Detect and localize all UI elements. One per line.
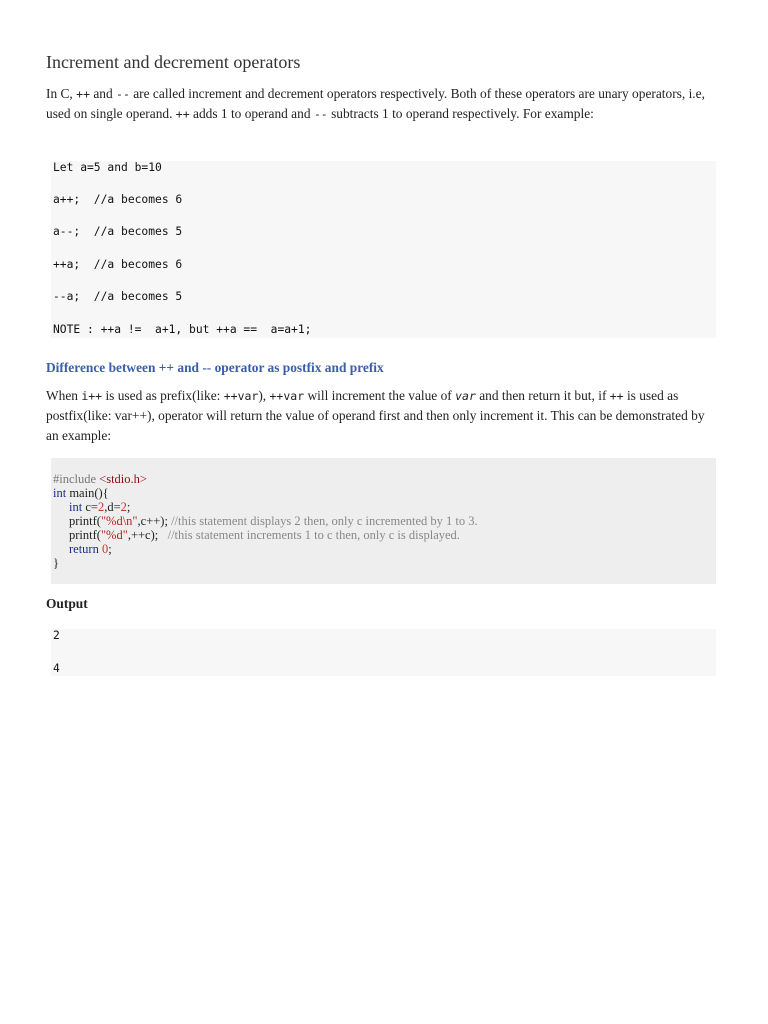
code-token: "%d" <box>100 528 128 542</box>
code-comment: //this statement displays 2 then, only c incremented by 1 to 3. <box>171 514 478 528</box>
inline-code: i++ <box>81 389 103 403</box>
code-token: printf( <box>69 528 101 542</box>
code-line: NOTE : ++a != a+1, but ++a == a=a+1; <box>53 323 312 336</box>
code-token: ,++c); <box>127 528 168 542</box>
intro-text: subtracts 1 to operand respectively. For example: <box>327 106 594 121</box>
code-line: a--; //a becomes 5 <box>53 225 183 238</box>
example-code-block <box>51 161 716 338</box>
code-token: "%d\n" <box>100 514 138 528</box>
code-token: 2 <box>120 500 127 514</box>
code-token: printf( <box>69 514 101 528</box>
intro-text: adds 1 to operand and <box>189 106 314 121</box>
code-line-printf2 <box>69 528 460 542</box>
code-line-close: } <box>53 556 59 570</box>
code-token: #include <box>53 472 100 486</box>
code-line-decl <box>69 500 130 514</box>
code-token: ,c++); <box>137 514 172 528</box>
code-token: ; <box>108 542 112 556</box>
output-line: 4 <box>53 662 60 675</box>
section-heading: Difference between ++ and -- operator as postfix and prefix <box>46 360 384 375</box>
page-title: Increment and decrement operators <box>46 52 301 72</box>
para-text: ), <box>258 388 270 403</box>
output-code-block <box>51 629 716 676</box>
para-text: is used as prefix(like: <box>102 388 224 403</box>
intro-paragraph <box>46 84 711 124</box>
output-line: 2 <box>53 629 60 642</box>
output-heading: Output <box>46 596 88 611</box>
inline-code: -- <box>313 107 328 121</box>
code-token: 2 <box>97 500 105 514</box>
para-text: will increment the value of <box>304 388 456 403</box>
inline-code: ++ <box>175 107 190 121</box>
code-token: c= <box>82 500 98 514</box>
code-token: return <box>69 542 99 556</box>
inline-code: ++ <box>76 87 90 101</box>
code-line: Let a=5 and b=10 <box>53 161 162 174</box>
inline-code: var <box>455 389 476 403</box>
inline-code: ++var <box>223 389 259 403</box>
code-token: main(){ <box>66 486 109 500</box>
code-token: ; <box>126 500 131 514</box>
intro-text: and <box>90 86 117 101</box>
code-line-main <box>53 486 109 500</box>
program-code-block <box>51 458 716 584</box>
code-line-include <box>53 472 147 486</box>
code-line: ++a; //a becomes 6 <box>53 258 183 271</box>
code-token: int <box>69 500 83 514</box>
code-line-printf1 <box>69 514 478 528</box>
para-text: and then return it but, if <box>475 388 610 403</box>
inline-code: -- <box>116 87 130 101</box>
code-token: <stdio.h> <box>99 472 147 486</box>
code-token: 0 <box>101 542 109 556</box>
intro-text: are called increment and decrement operators respectively. Both of these operators are unary operators, i.e, used on single operand. <box>46 86 705 121</box>
para-text: is used as postfix(like: var++), operator will return the value of operand first and then only increment it. This can be demonstrated by an example: <box>46 388 705 443</box>
code-line-return <box>69 542 112 556</box>
code-comment: //this statement increments 1 to c then, only c is displayed. <box>167 528 460 542</box>
intro-text: In C, <box>46 86 77 101</box>
code-token: ,d= <box>104 500 121 514</box>
inline-code: ++ <box>609 389 624 403</box>
code-line: a++; //a becomes 6 <box>53 193 183 206</box>
code-token: int <box>53 486 67 500</box>
code-line: --a; //a becomes 5 <box>53 290 183 303</box>
inline-code: ++var <box>269 389 305 403</box>
para-text: When <box>46 388 82 403</box>
difference-paragraph <box>46 386 711 446</box>
